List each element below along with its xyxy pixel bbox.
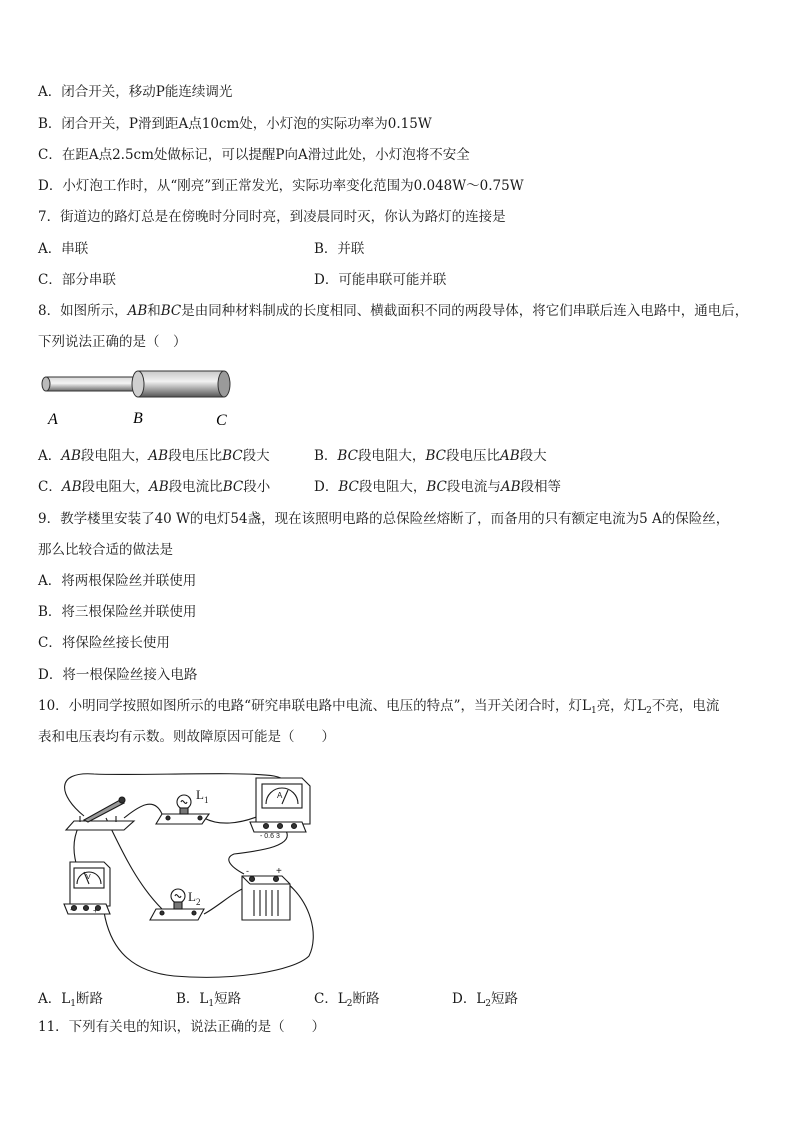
q8-bc-label: BC (222, 479, 244, 495)
q10-option-text: D．L (452, 991, 486, 1007)
q8-option-text: C． (38, 479, 62, 495)
battery (242, 866, 290, 920)
l2-subscript: 2 (196, 897, 201, 907)
voltmeter-minus: - (70, 905, 73, 914)
circuit-figure (44, 766, 324, 986)
bulb-l1 (156, 787, 209, 824)
q8-ab-label: AB (61, 448, 81, 464)
ammeter-terminals: - 0.6 3 (260, 833, 280, 840)
q6-option-a: A．闭合开关，移动P能连续调光 (38, 84, 233, 100)
q10-option-text: C．L (314, 991, 347, 1007)
q8-option-text: 段小 (243, 479, 271, 495)
q8-option-text: 段大 (519, 448, 547, 464)
q10-option-c (314, 987, 380, 1007)
q10-stem-text: 不亮，电流 (651, 698, 720, 714)
q8-stem-text: 8．如图所示， (38, 303, 128, 319)
q10-subscript: 2 (646, 706, 652, 716)
q8-option-a (38, 447, 270, 465)
q10-option-text: 短路 (491, 991, 519, 1007)
q9-option-c: C．将保险丝接长使用 (38, 635, 170, 651)
q10-subscript: 2 (346, 999, 353, 1009)
q8-ab-label: AB (499, 448, 520, 464)
q6-option-c: C．在距A点2.5cm处做标记，可以提醒P向A滑过此处，小灯泡将不安全 (38, 147, 470, 163)
fig-label-c: C (216, 412, 227, 429)
voltmeter-plus: + (93, 906, 98, 915)
q10-option-text: 断路 (352, 991, 380, 1007)
q8-stem-line1 (38, 302, 748, 320)
q8-option-text: 段电压比 (445, 448, 500, 464)
q8-ab-label: AB (500, 479, 521, 495)
q8-option-text: 段电阻大， (81, 479, 150, 495)
switch (66, 797, 134, 830)
l2-label: L (188, 889, 196, 904)
q7-stem: 7．街道边的路灯总是在傍晚时分同时亮，到凌晨同时灭，你认为路灯的连接是 (38, 209, 506, 225)
q8-option-b (314, 447, 547, 465)
q8-option-text: A． (38, 448, 62, 464)
q7-option-c: C．部分串联 (38, 272, 116, 288)
q8-bc-label: BC (337, 448, 358, 464)
q8-option-text: D． (314, 479, 339, 495)
battery-plus: + (276, 866, 282, 877)
q8-ab-label: AB (61, 479, 82, 495)
q8-option-text: 段电压比 (168, 448, 223, 464)
l1-subscript: 1 (204, 795, 209, 805)
q6-option-d: D．小灯泡工作时，从“刚亮”到正常发光，实际功率变化范围为0.048W～0.75W (38, 178, 524, 194)
q8-ab-label: AB (127, 303, 148, 319)
q8-option-text: 段相等 (520, 479, 562, 495)
q10-options (38, 987, 598, 1009)
q11-stem: 11．下列有关电的知识，说法正确的是（ ） (38, 1019, 326, 1035)
q10-option-b (176, 987, 241, 1007)
q8-bc-label: BC (425, 448, 446, 464)
q8-option-text: 段电阻大， (357, 448, 426, 464)
voltmeter-label: V (86, 874, 91, 881)
q9-option-d: D．将一根保险丝接入电路 (38, 667, 198, 683)
q10-subscript: 2 (485, 999, 492, 1009)
fig-label-a: A (48, 411, 58, 428)
q8-option-text: 段电流比 (168, 479, 223, 495)
voltmeter (64, 862, 110, 915)
q8-stem-line2: 下列说法正确的是（ ） (38, 334, 187, 350)
q8-bc-label: BC (426, 479, 447, 495)
q10-stem-text: 亮，灯L (596, 698, 647, 714)
q8-option-text: 段电阻大， (80, 448, 149, 464)
q9-option-a: A．将两根保险丝并联使用 (38, 573, 197, 589)
q8-option-text: 段电流与 (446, 479, 501, 495)
q8-bc-label: BC (222, 448, 243, 464)
q7-option-d: D．可能串联可能并联 (314, 272, 447, 288)
q8-bc-label: BC (160, 303, 182, 319)
battery-minus: - (246, 866, 249, 876)
q10-option-text: 短路 (214, 991, 242, 1007)
q8-stem-text: 和 (147, 303, 161, 319)
q10-option-text: 断路 (75, 991, 103, 1007)
ammeter (250, 778, 310, 840)
q9-stem-line2: 那么比较合适的做法是 (38, 542, 173, 558)
q8-option-c (38, 478, 270, 496)
q8-option-text: B． (314, 448, 338, 464)
fig-label-b: B (133, 410, 143, 427)
ammeter-label: A (277, 791, 283, 800)
q10-stem-line1 (38, 697, 719, 715)
q8-stem-text: 是由同种材料制成的长度相同、横截面积不同的两段导体，将它们串联后连入电路中，通电后， (181, 303, 749, 319)
l1-label: L (196, 787, 204, 802)
q10-option-a (38, 987, 103, 1007)
q10-subscript: 1 (590, 706, 597, 716)
q9-stem-line1: 9．教学楼里安装了40 W的电灯54盏，现在该照明电路的总保险丝熔断了，而备用的只有额定电流为5 A的保险丝， (38, 511, 730, 527)
q6-option-b: B．闭合开关，P滑到距A点10cm处，小灯泡的实际功率为0.15W (38, 116, 432, 132)
q7-option-a: A．串联 (38, 241, 89, 257)
q8-ab-label: AB (148, 448, 169, 464)
q10-subscript: 1 (70, 999, 76, 1009)
q10-option-text: B．L (176, 991, 209, 1007)
q8-option-d (314, 478, 561, 496)
q7-option-b: B．并联 (314, 241, 365, 257)
q8-option-text: 段电阻大， (358, 479, 427, 495)
q10-option-d (452, 987, 518, 1007)
q8-bc-label: BC (338, 479, 359, 495)
conductor-figure (38, 366, 238, 430)
q8-ab-label: AB (149, 479, 169, 495)
q10-stem-text: 10．小明同学按照如图所示的电路“研究串联电路中电流、电压的特点”，当开关闭合时，灯L (38, 698, 591, 714)
q10-subscript: 1 (208, 999, 215, 1009)
q10-stem-line2: 表和电压表均有示数。则故障原因可能是（ ） (38, 729, 335, 745)
q8-option-text: 段大 (242, 448, 270, 464)
q9-option-b: B．将三根保险丝并联使用 (38, 604, 197, 620)
q10-option-text: A．L (38, 991, 71, 1007)
